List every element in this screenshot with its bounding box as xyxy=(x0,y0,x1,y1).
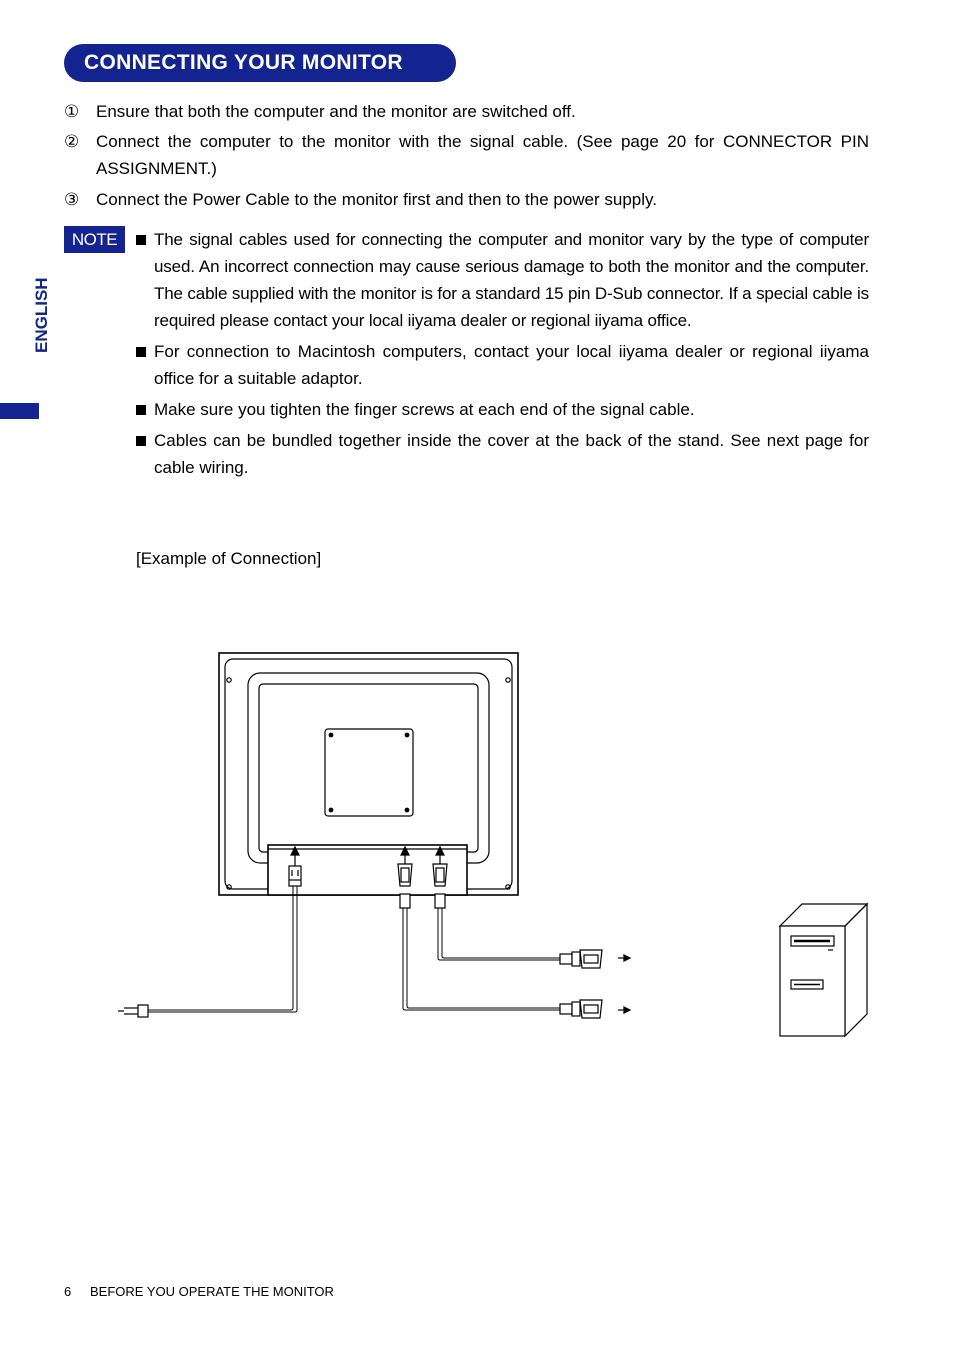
cables xyxy=(148,886,560,1012)
step-number: ② xyxy=(64,132,80,151)
note-text: The signal cables used for connecting the computer and monitor vary by the type of computer used. An incorrect connection may cause serious damage to both the monitor and the computer. The cable supplied with the monitor is for a standard 15 pin D-Sub connector. If a special cable is required please contact your local iiyama dealer or regional iiyama office. xyxy=(154,230,869,330)
direction-arrows xyxy=(618,955,630,1013)
monitor-back-illustration xyxy=(219,653,518,895)
note-text: For connection to Macintosh computers, contact your local iiyama dealer or regional iiyama office for a suitable adaptor. xyxy=(154,342,869,388)
power-plug-end xyxy=(118,1005,148,1017)
page-footer xyxy=(64,1283,334,1301)
page-title: CONNECTING YOUR MONITOR xyxy=(84,51,403,74)
note-text: Cables can be bundled together inside the cover at the back of the stand. See next page for cable wiring. xyxy=(154,431,869,477)
signal-plug-end-2 xyxy=(560,1000,602,1018)
page-number: 6 xyxy=(64,1284,72,1299)
power-connector xyxy=(289,866,301,886)
step-text: Connect the computer to the monitor with the signal cable. (See page 20 for CONNECTOR PIN ASSIGNMENT.) xyxy=(96,132,869,178)
signal-plug-end-1 xyxy=(560,950,602,968)
note-text: Make sure you tighten the finger screws at each end of the signal cable. xyxy=(154,400,695,419)
step-number: ③ xyxy=(64,190,80,209)
step-text: Ensure that both the computer and the monitor are switched off. xyxy=(96,102,576,121)
step-number: ① xyxy=(64,102,80,121)
computer-tower-illustration xyxy=(780,904,867,1036)
diagram-caption: [Example of Connection] xyxy=(136,549,322,568)
language-label: ENGLISH xyxy=(32,277,51,353)
footer-section: BEFORE YOU OPERATE THE MONITOR xyxy=(90,1284,334,1299)
step-text: Connect the Power Cable to the monitor first and then to the power supply. xyxy=(96,190,657,209)
note-badge: NOTE xyxy=(64,226,125,253)
